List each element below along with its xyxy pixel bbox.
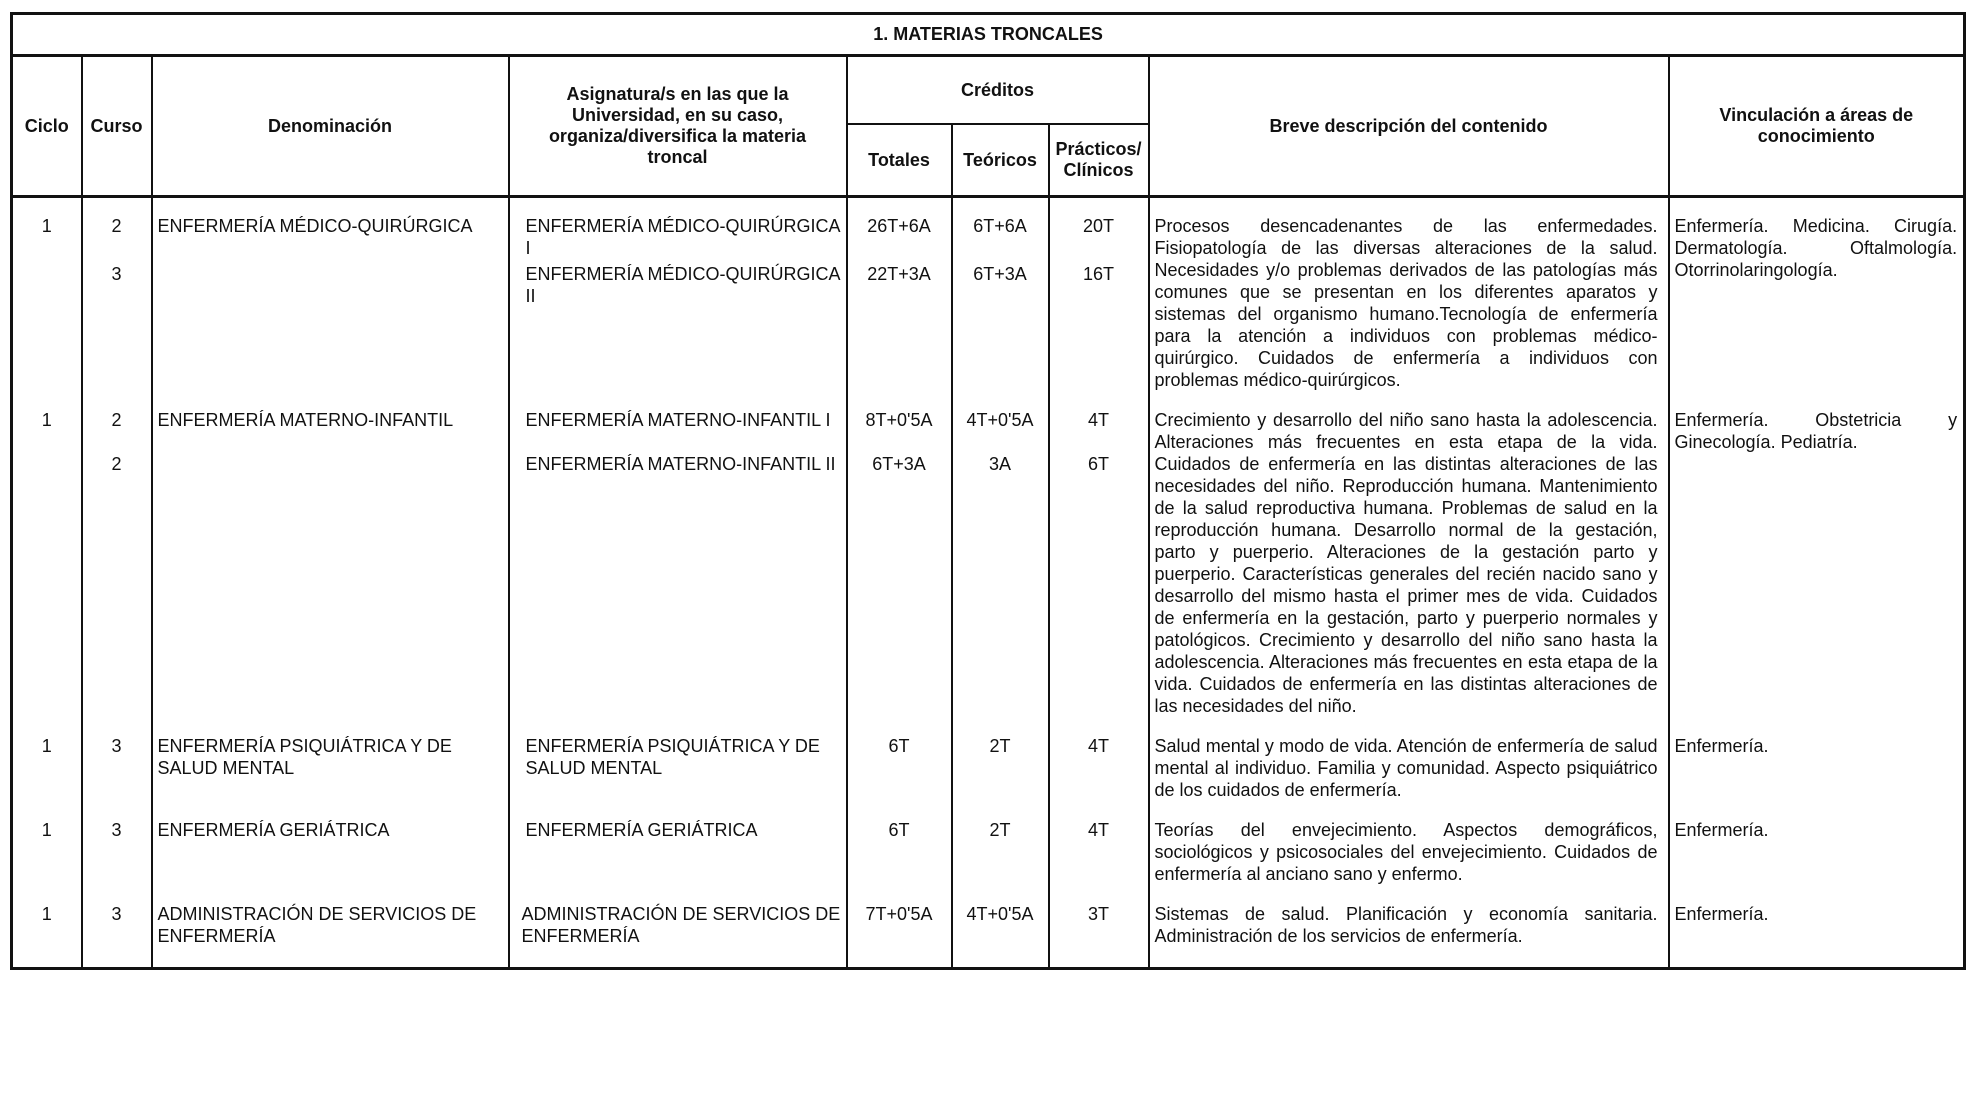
practicos-cell: 6T — [1049, 449, 1149, 717]
table-row — [12, 405, 1965, 449]
descripcion-cell: Salud mental y modo de vida. Atención de enfermería de salud mental al individuo. Familia y comunidad. Aspecto psiquiátrico de los cuidados de enfermería. — [1149, 731, 1669, 801]
header-descripcion: Breve descripción del contenido — [1149, 56, 1669, 197]
header-creditos: Créditos — [847, 56, 1149, 125]
asignatura-cell: ENFERMERÍA MÉDICO-QUIRÚRGICA I — [509, 211, 847, 259]
header-asignaturas: Asignatura/s en las que la Universidad, en su caso, organiza/diversifica la materia troncal — [509, 56, 847, 197]
totales-cell: 6T — [847, 815, 952, 885]
materias-troncales-document — [10, 12, 1963, 970]
denominacion-cell: ADMINISTRACIÓN DE SERVICIOS DE ENFERMERÍA — [152, 899, 509, 969]
header-curso: Curso — [82, 56, 152, 197]
table-row — [12, 815, 1965, 885]
practicos-cell: 4T — [1049, 405, 1149, 449]
totales-cell: 22T+3A — [847, 259, 952, 391]
header-ciclo: Ciclo — [12, 56, 82, 197]
denominacion-cell: ENFERMERÍA MÉDICO-QUIRÚRGICA — [152, 211, 509, 391]
curso-cell: 3 — [82, 815, 152, 885]
descripcion-cell: Teorías del envejecimiento. Aspectos demográficos, sociológicos y psicosociales del envejecimiento. Cuidados de enfermería al anciano sano y enfermo. — [1149, 815, 1669, 885]
curso-cell: 2 — [82, 405, 152, 449]
header-practicos: Prácticos/ Clínicos — [1049, 124, 1149, 197]
teoricos-cell: 2T — [952, 731, 1049, 801]
teoricos-cell: 6T+6A — [952, 211, 1049, 259]
table-row — [12, 731, 1965, 801]
teoricos-cell: 4T+0'5A — [952, 405, 1049, 449]
vinculacion-cell: Enfermería. — [1669, 815, 1965, 885]
teoricos-cell: 2T — [952, 815, 1049, 885]
curso-cell: 3 — [82, 899, 152, 969]
vinculacion-cell: Enfermería. — [1669, 731, 1965, 801]
totales-cell: 6T+3A — [847, 449, 952, 717]
practicos-cell: 4T — [1049, 815, 1149, 885]
header-denominacion: Denominación — [152, 56, 509, 197]
totales-cell: 6T — [847, 731, 952, 801]
asignatura-cell: ENFERMERÍA MÉDICO-QUIRÚRGICA II — [509, 259, 847, 391]
ciclo-cell: 1 — [12, 899, 82, 969]
practicos-cell: 3T — [1049, 899, 1149, 969]
asignatura-cell: ENFERMERÍA MATERNO-INFANTIL II — [509, 449, 847, 717]
ciclo-cell: 1 — [12, 815, 82, 885]
table-row — [12, 211, 1965, 259]
header-teoricos: Teóricos — [952, 124, 1049, 197]
table-title: 1. MATERIAS TRONCALES — [12, 14, 1965, 56]
practicos-cell: 20T — [1049, 211, 1149, 259]
descripcion-cell: Sistemas de salud. Planificación y economía sanitaria. Administración de los servicios de enfermería. — [1149, 899, 1669, 969]
curso-cell: 2 — [82, 211, 152, 259]
asignatura-cell: ADMINISTRACIÓN DE SERVICIOS DE ENFERMERÍA — [509, 899, 847, 969]
asignatura-cell: ENFERMERÍA PSIQUIÁTRICA Y DE SALUD MENTAL — [509, 731, 847, 801]
ciclo-cell: 1 — [12, 211, 82, 391]
totales-cell: 8T+0'5A — [847, 405, 952, 449]
header-vinculacion: Vinculación a áreas de conocimiento — [1669, 56, 1965, 197]
curso-cell: 3 — [82, 259, 152, 391]
totales-cell: 26T+6A — [847, 211, 952, 259]
teoricos-cell: 6T+3A — [952, 259, 1049, 391]
curso-cell: 3 — [82, 731, 152, 801]
vinculacion-cell: Enfermería. Obstetricia y Ginecología. Pediatría. — [1669, 405, 1965, 717]
teoricos-cell: 3A — [952, 449, 1049, 717]
asignatura-cell: ENFERMERÍA GERIÁTRICA — [509, 815, 847, 885]
curso-cell: 2 — [82, 449, 152, 717]
practicos-cell: 16T — [1049, 259, 1149, 391]
vinculacion-cell: Enfermería. — [1669, 899, 1965, 969]
denominacion-cell: ENFERMERÍA GERIÁTRICA — [152, 815, 509, 885]
ciclo-cell: 1 — [12, 731, 82, 801]
teoricos-cell: 4T+0'5A — [952, 899, 1049, 969]
totales-cell: 7T+0'5A — [847, 899, 952, 969]
asignatura-cell: ENFERMERÍA MATERNO-INFANTIL I — [509, 405, 847, 449]
table-row — [12, 899, 1965, 969]
descripcion-cell: Crecimiento y desarrollo del niño sano hasta la adolescencia. Alteraciones más frecuentes en esta etapa de la vida. Cuidados de enfermería en las distintas alteraciones de las necesidades del niño. Reproducción humana. Mantenimiento de la salud reproductiva humana. Problemas de salud en la reproducción humana. Desarrollo normal de la gestación, parto y puerperio. Alteraciones de la gestación parto y puerperio. Características generales del recién nacido sano y desarrollo del mismo hasta el primer mes de vida. Cuidados de enfermería en la gestación, parto y puerperio normales y patológicos. Crecimiento y desarrollo del niño sano hasta la adolescencia. Alteraciones más frecuentes en esta etapa de la vida. Cuidados de enfermería en las distintas alteraciones de las necesidades del niño. — [1149, 405, 1669, 717]
descripcion-cell: Procesos desencadenantes de las enfermedades. Fisiopatología de las diversas alteraciones de la salud. Necesidades y/o problemas derivados de las patologías más comunes que se presentan en los diferentes aparatos y sistemas del organismo humano.Tecnología de enfermería para la atención a individuos con problemas médico-quirúrgico. Cuidados de enfermería a individuos con problemas médico-quirúrgicos. — [1149, 211, 1669, 391]
denominacion-cell: ENFERMERÍA MATERNO-INFANTIL — [152, 405, 509, 717]
materias-troncales-table — [10, 12, 1966, 970]
vinculacion-cell: Enfermería. Medicina. Cirugía. Dermatología. Oftalmología. Otorrinolaringología. — [1669, 211, 1965, 391]
ciclo-cell: 1 — [12, 405, 82, 717]
practicos-cell: 4T — [1049, 731, 1149, 801]
denominacion-cell: ENFERMERÍA PSIQUIÁTRICA Y DE SALUD MENTAL — [152, 731, 509, 801]
header-totales: Totales — [847, 124, 952, 197]
